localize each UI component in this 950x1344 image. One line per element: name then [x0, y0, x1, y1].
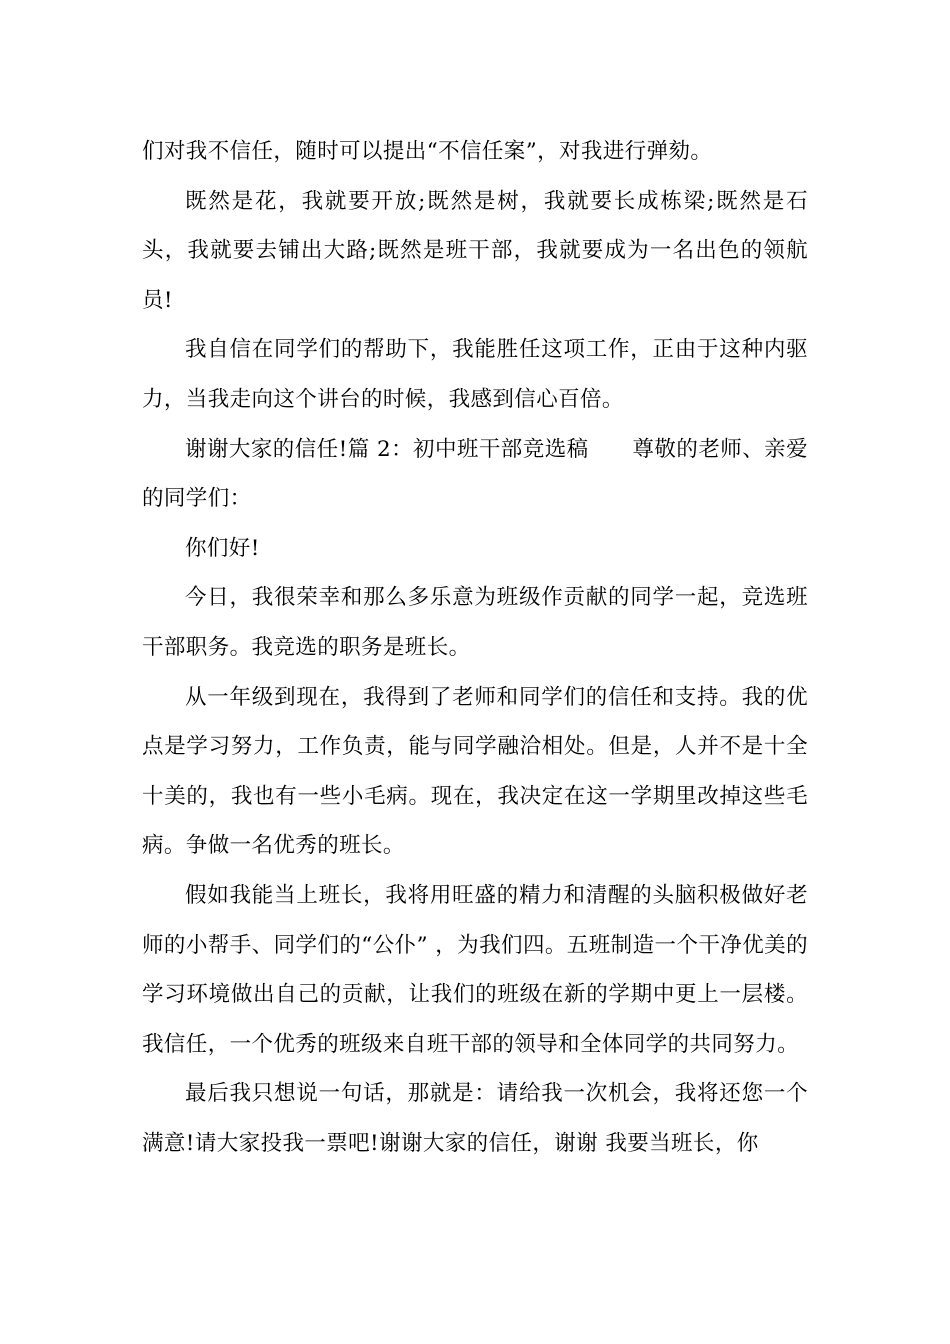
paragraph-intro: 今日，我很荣幸和那么多乐意为班级作贡献的同学一起，竞选班干部职务。我竞选的职务是班长。	[142, 585, 808, 660]
paragraph-plan: 假如我能当上班长，我将用旺盛的精力和清醒的头脑积极做好老师的小帮手、同学们的“公仆” ，为我们四。五班制造一个干净优美的学习环境做出自己的贡献，让我们的班级在新的学期中更上一层楼。我信任，一个优秀的班级来自班干部的领导和全体同学的共同努力。	[142, 882, 808, 1057]
paragraph-thanks-and-heading: 谢谢大家的信任!篇 2：初中班干部竞选稿 尊敬的老师、亲爱的同学们：	[142, 436, 808, 512]
paragraph-confidence: 我自信在同学们的帮助下，我能胜任这项工作，正由于这种内驱力，当我走向这个讲台的时候，我感到信心百倍。	[142, 337, 808, 412]
paragraph-metaphor: 既然是花，我就要开放;既然是树，我就要长成栋梁;既然是石头，我就要去铺出大路;既然是班干部，我就要成为一名出色的领航员!	[142, 188, 808, 313]
paragraph-closing: 最后我只想说一句话，那就是：请给我一次机会，我将还您一个满意!请大家投我一票吧!谢谢大家的信任，谢谢 我要当班长，你	[142, 1081, 808, 1156]
paragraph-background: 从一年级到现在，我得到了老师和同学们的信任和支持。我的优点是学习努力，工作负责，能与同学融洽相处。但是，人并不是十全十美的，我也有一些小毛病。现在，我决定在这一学期里改掉这些毛病。争做一名优秀的班长。	[142, 684, 808, 859]
paragraph-greeting: 你们好!	[185, 535, 260, 561]
paragraph-continuation: 们对我不信任，随时可以提出“不信任案”，对我进行弹劾。	[142, 139, 713, 164]
document-body	[142, 127, 808, 1168]
